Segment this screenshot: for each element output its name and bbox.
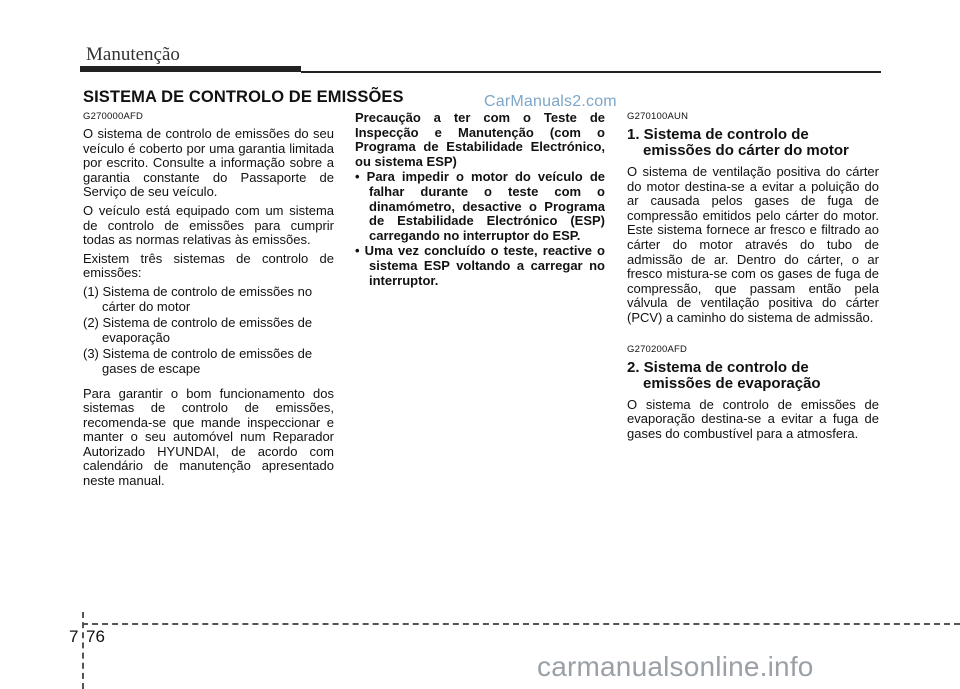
caution-bullet: • Uma vez concluído o teste, reactive o sistema ESP voltando a carregar no interruptor. bbox=[355, 243, 605, 288]
paragraph-evaporation: O sistema de controlo de emissões de evaporação destina-se a evitar a fuga de gases do combustível para a atmosfera. bbox=[627, 396, 879, 441]
watermark-top: CarManuals2.com bbox=[484, 93, 617, 110]
section-code: G270200AFD bbox=[627, 343, 688, 355]
caution-bullet: • Para impedir o motor do veículo de falhar durante o teste com o dinamómetro, desactive o Programa de Estabilidade Electrónico (ESP) carregando no interruptor do ESP. bbox=[355, 169, 605, 243]
paragraph-maintenance: Para garantir o bom funcionamento dos sistemas de controlo de emissões, recomenda-se que mande inspeccionar e manter o seu automóvel num Reparador Autorizado HYUNDAI, de acordo com calendário de manutenção apresentado neste manual. bbox=[83, 385, 334, 489]
section-code: G270000AFD bbox=[83, 111, 144, 122]
section-title: SISTEMA DE CONTROLO DE EMISSÕES bbox=[83, 88, 404, 106]
header-bar bbox=[80, 66, 301, 72]
paragraph-three-systems: Existem três sistemas de controlo de emissões: bbox=[83, 250, 334, 281]
caution-heading: Precaução a ter com o Teste de Inspecção e Manutenção (com o Programa de Estabilidade Electrónico, ou sistema ESP) bbox=[355, 110, 605, 169]
section-code: G270100AUN bbox=[627, 111, 689, 122]
footer-divider bbox=[82, 623, 960, 625]
page-number: 76 bbox=[86, 627, 105, 646]
subsection-heading-evaporation: 2. Sistema de controlo de emissões de evaporação bbox=[627, 358, 821, 392]
column-middle bbox=[355, 111, 605, 289]
column-left bbox=[83, 111, 334, 493]
chapter-number: 7 bbox=[69, 627, 79, 646]
paragraph-equipped: O veículo está equipado com um sistema de controlo de emissões para cumprir todas as normas relativas às emissões. bbox=[83, 202, 334, 248]
watermark-bottom: carmanualsonline.info bbox=[537, 651, 814, 682]
list-item: (2) Sistema de controlo de emissões de evaporação bbox=[83, 315, 313, 345]
paragraph-crankcase: O sistema de ventilação positiva do cárter do motor destina-se a evitar a poluição do ar causada pelos gases de fuga de compressão emitidos pelo cárter do motor. Este sistema fornece ar fresco e filtrado ao cárter do motor através do tubo de admissão de ar. Dentro do cárter, o ar fresco mistura-se com os gases de fuga de compressão, que passam então pela válvula de ventilação positiva do cárter (PCV) a caminho do sistema de admissão. bbox=[627, 164, 879, 325]
list-item: (1) Sistema de controlo de emissões no cárter do motor bbox=[83, 283, 313, 314]
column-right bbox=[627, 111, 879, 445]
paragraph-warranty: O sistema de controlo de emissões do seu veículo é coberto por uma garantia limitada por escrito. Consulte a informação sobre a garantia constante do Passaporte de Serviço de seu veículo. bbox=[83, 126, 334, 200]
list-item: (3) Sistema de controlo de emissões de gases de escape bbox=[83, 346, 313, 376]
systems-list bbox=[83, 285, 334, 377]
page-header-title: Manutenção bbox=[86, 44, 180, 65]
header-rule bbox=[301, 71, 881, 73]
subsection-heading-crankcase: 1. Sistema de controlo de emissões do cárter do motor bbox=[627, 126, 849, 159]
